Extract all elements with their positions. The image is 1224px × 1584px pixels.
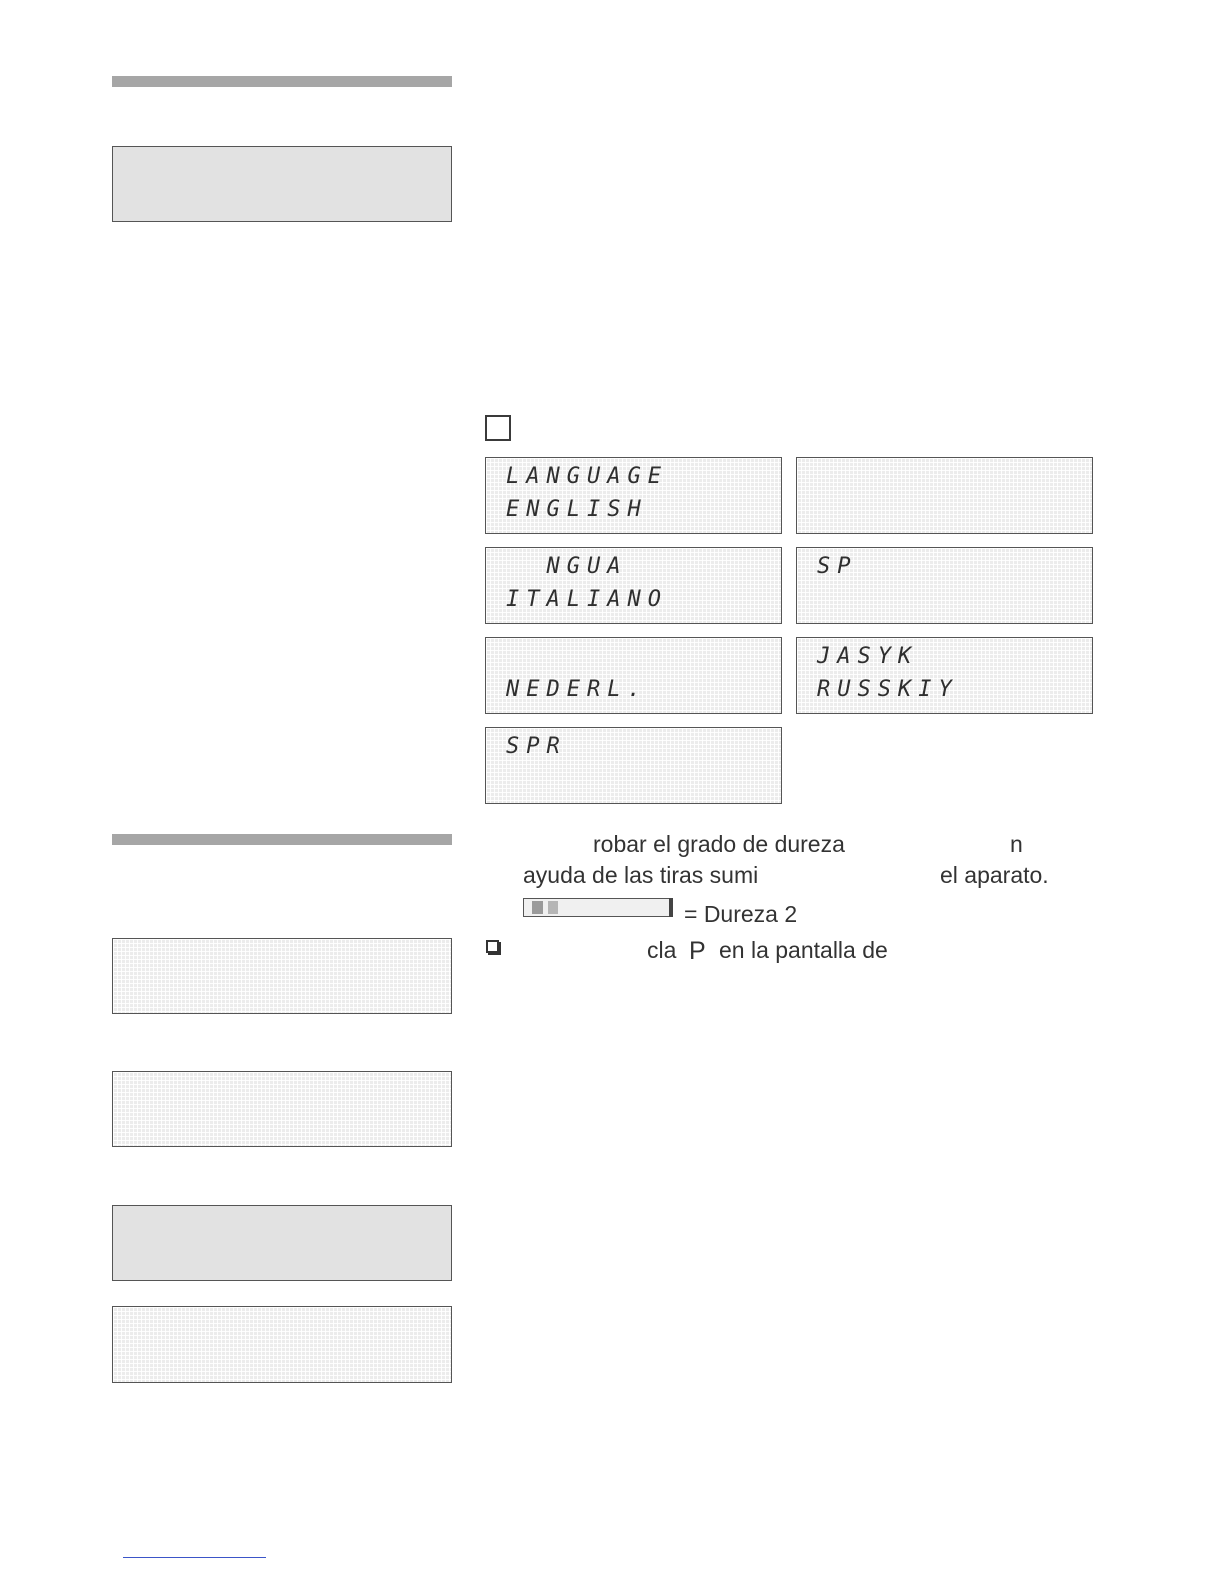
test-strip-pad (532, 901, 543, 914)
program-key-icon: P (689, 937, 706, 965)
hardness-text-line2-a: ayuda de las tiras sumi (523, 862, 759, 888)
hardness-text-line1-b: n (1010, 831, 1023, 857)
lcd-display-sp (796, 547, 1093, 624)
lcd-line-1: SP (817, 554, 858, 579)
instruction-text-a: cla (647, 937, 677, 963)
test-strip-caption: = Dureza 2 (684, 901, 798, 927)
checkbox[interactable] (485, 415, 511, 441)
lcd-line-2: ITALIANO (506, 587, 668, 612)
lcd-line-1: LANGUAGE (506, 464, 668, 489)
lcd-line-2: ENGLISH (506, 497, 648, 522)
test-strip-pad (548, 901, 558, 914)
section-rule-top (112, 76, 452, 87)
lcd-line-1: NGUA (506, 554, 628, 579)
left-display-box-2 (112, 938, 452, 1014)
test-strip-icon (523, 898, 673, 917)
lcd-line-2: RUSSKIY (817, 677, 959, 702)
left-display-box-4 (112, 1205, 452, 1281)
hardness-text-line2-b: el aparato. (940, 862, 1049, 888)
left-display-box-1 (112, 146, 452, 222)
bullet-square-icon (486, 940, 499, 953)
left-display-box-3 (112, 1071, 452, 1147)
footer-link-underline (123, 1557, 266, 1558)
lcd-display-english (485, 457, 782, 534)
lcd-display-spr (485, 727, 782, 804)
lcd-display-italiano (485, 547, 782, 624)
lcd-display-russkiy (796, 637, 1093, 714)
lcd-display-nederl (485, 637, 782, 714)
lcd-line-1: SPR (506, 734, 567, 759)
section-rule-middle (112, 834, 452, 845)
left-display-box-5 (112, 1306, 452, 1383)
lcd-line-1: JASYK (817, 644, 919, 669)
test-strip-end (669, 898, 673, 917)
lcd-display-empty (796, 457, 1093, 534)
lcd-line-2: NEDERL. (506, 677, 648, 702)
instruction-text-b: en la pantalla de (719, 937, 888, 963)
hardness-text-line1-a: robar el grado de dureza (593, 831, 845, 857)
